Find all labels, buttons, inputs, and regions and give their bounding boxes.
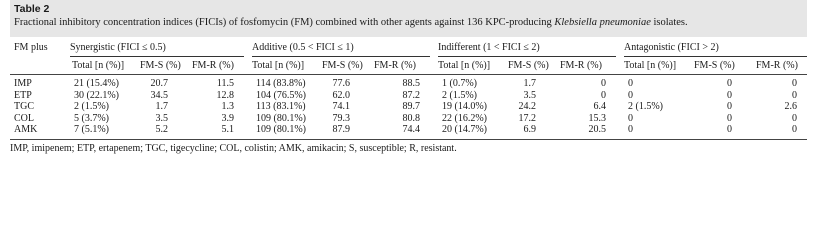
value-cell: 12.8	[216, 89, 234, 101]
table-footnote: IMP, imipenem; ETP, ertapenem; TGC, tigecycline; COL, colistin; AMK, amikacin; S, susceptible; R, resistant.	[10, 142, 457, 154]
fici-table	[10, 37, 807, 140]
value-cell: 24.2	[518, 101, 536, 112]
sub-header-total: Total [n (%)]	[72, 59, 125, 71]
value-cell: 6.4	[593, 101, 606, 112]
value-cell: 74.1	[332, 101, 350, 112]
table-row	[10, 90, 807, 102]
group-header-synergistic: Synergistic (FICI ≤ 0.5)	[70, 37, 244, 56]
sub-header-total: Total [n (%)]	[624, 59, 677, 71]
value-cell: 6.9	[523, 124, 536, 135]
sub-header-fm-s: FM-S (%)	[140, 59, 181, 71]
sub-header-total: Total [n (%)]	[438, 59, 491, 71]
value-cell: 0	[628, 112, 633, 124]
value-cell: 5.1	[221, 124, 234, 135]
value-cell: 0	[792, 78, 797, 89]
agent-cell: COL	[14, 112, 34, 124]
value-cell: 0	[601, 78, 606, 89]
table-label: Table 2	[14, 3, 50, 15]
table-title-text: Fractional inhibitory concentration indices (FICIs) of fosfomycin (FM) combined with other agents against 136 KPC-producing	[14, 17, 555, 28]
value-cell: 88.5	[402, 78, 420, 89]
value-cell: 0	[628, 89, 633, 101]
value-cell: 17.2	[518, 112, 536, 124]
value-cell: 20.7	[150, 78, 168, 89]
sub-header-fm-r: FM-R (%)	[560, 59, 602, 71]
value-cell: 7 (5.1%)	[74, 124, 109, 135]
value-cell: 74.4	[402, 124, 420, 135]
value-cell: 0	[727, 101, 732, 112]
value-cell: 104 (76.5%)	[256, 89, 306, 101]
value-cell: 34.5	[150, 89, 168, 101]
table-caption	[10, 0, 807, 37]
value-cell: 2.6	[784, 101, 797, 112]
value-cell: 62.0	[332, 89, 350, 101]
value-cell: 0	[792, 89, 797, 101]
value-cell: 22 (16.2%)	[442, 112, 487, 124]
value-cell: 2 (1.5%)	[74, 101, 109, 112]
agent-cell: AMK	[14, 124, 38, 135]
value-cell: 1.7	[523, 78, 536, 89]
value-cell: 0	[727, 112, 732, 124]
value-cell: 77.6	[332, 78, 350, 89]
value-cell: 2 (1.5%)	[442, 89, 477, 101]
value-cell: 113 (83.1%)	[256, 101, 306, 112]
value-cell: 109 (80.1%)	[256, 124, 306, 135]
group-header-additive: Additive (0.5 < FICI ≤ 1)	[252, 37, 430, 56]
value-cell: 0	[628, 124, 633, 135]
sub-header-fm-s: FM-S (%)	[322, 59, 363, 71]
sub-header-fm-r: FM-R (%)	[192, 59, 234, 71]
value-cell: 19 (14.0%)	[442, 101, 487, 112]
value-cell: 89.7	[402, 101, 420, 112]
value-cell: 114 (83.8%)	[256, 78, 306, 89]
value-cell: 20 (14.7%)	[442, 124, 487, 135]
value-cell: 109 (80.1%)	[256, 112, 306, 124]
table-container	[10, 0, 807, 155]
group-header-antagonistic: Antagonistic (FICI > 2)	[624, 37, 807, 56]
value-cell: 0	[727, 78, 732, 89]
value-cell: 30 (22.1%)	[74, 89, 119, 101]
agent-cell: ETP	[14, 89, 32, 101]
value-cell: 3.9	[221, 112, 234, 124]
col-header-fm-plus: FM plus	[14, 42, 48, 53]
sub-header-fm-r: FM-R (%)	[374, 59, 416, 71]
group-header-indifferent: Indifferent (1 < FICI ≤ 2)	[438, 37, 616, 56]
value-cell: 11.5	[216, 78, 234, 89]
table-row	[10, 113, 807, 125]
table-row	[10, 75, 807, 90]
value-cell: 0	[792, 112, 797, 124]
value-cell: 3.5	[523, 89, 536, 101]
value-cell: 1 (0.7%)	[442, 78, 477, 89]
value-cell: 20.5	[588, 124, 606, 135]
value-cell: 1.7	[155, 101, 168, 112]
table-row	[10, 124, 807, 139]
value-cell: 0	[792, 124, 797, 135]
agent-cell: IMP	[14, 78, 32, 89]
sub-header-fm-r: FM-R (%)	[756, 59, 798, 71]
value-cell: 0	[727, 89, 732, 101]
table-title-end: isolates.	[650, 17, 688, 28]
value-cell: 87.2	[402, 89, 420, 101]
value-cell: 21 (15.4%)	[74, 78, 119, 89]
table-title-species: Klebsiella pneumoniae	[554, 17, 651, 28]
value-cell: 2 (1.5%)	[628, 101, 663, 112]
value-cell: 80.8	[402, 112, 420, 124]
value-cell: 79.3	[332, 112, 350, 124]
agent-cell: TGC	[14, 101, 34, 112]
value-cell: 5.2	[155, 124, 168, 135]
sub-header-fm-s: FM-S (%)	[694, 59, 735, 71]
value-cell: 3.5	[155, 112, 168, 124]
value-cell: 0	[727, 124, 732, 135]
value-cell: 0	[628, 78, 633, 89]
value-cell: 87.9	[332, 124, 350, 135]
sub-header-total: Total [n (%)]	[252, 59, 305, 71]
value-cell: 1.3	[221, 101, 234, 112]
table-title	[14, 16, 803, 30]
value-cell: 0	[601, 89, 606, 101]
table-row	[10, 101, 807, 113]
value-cell: 15.3	[588, 112, 606, 124]
value-cell: 5 (3.7%)	[74, 112, 109, 124]
sub-header-fm-s: FM-S (%)	[508, 59, 549, 71]
